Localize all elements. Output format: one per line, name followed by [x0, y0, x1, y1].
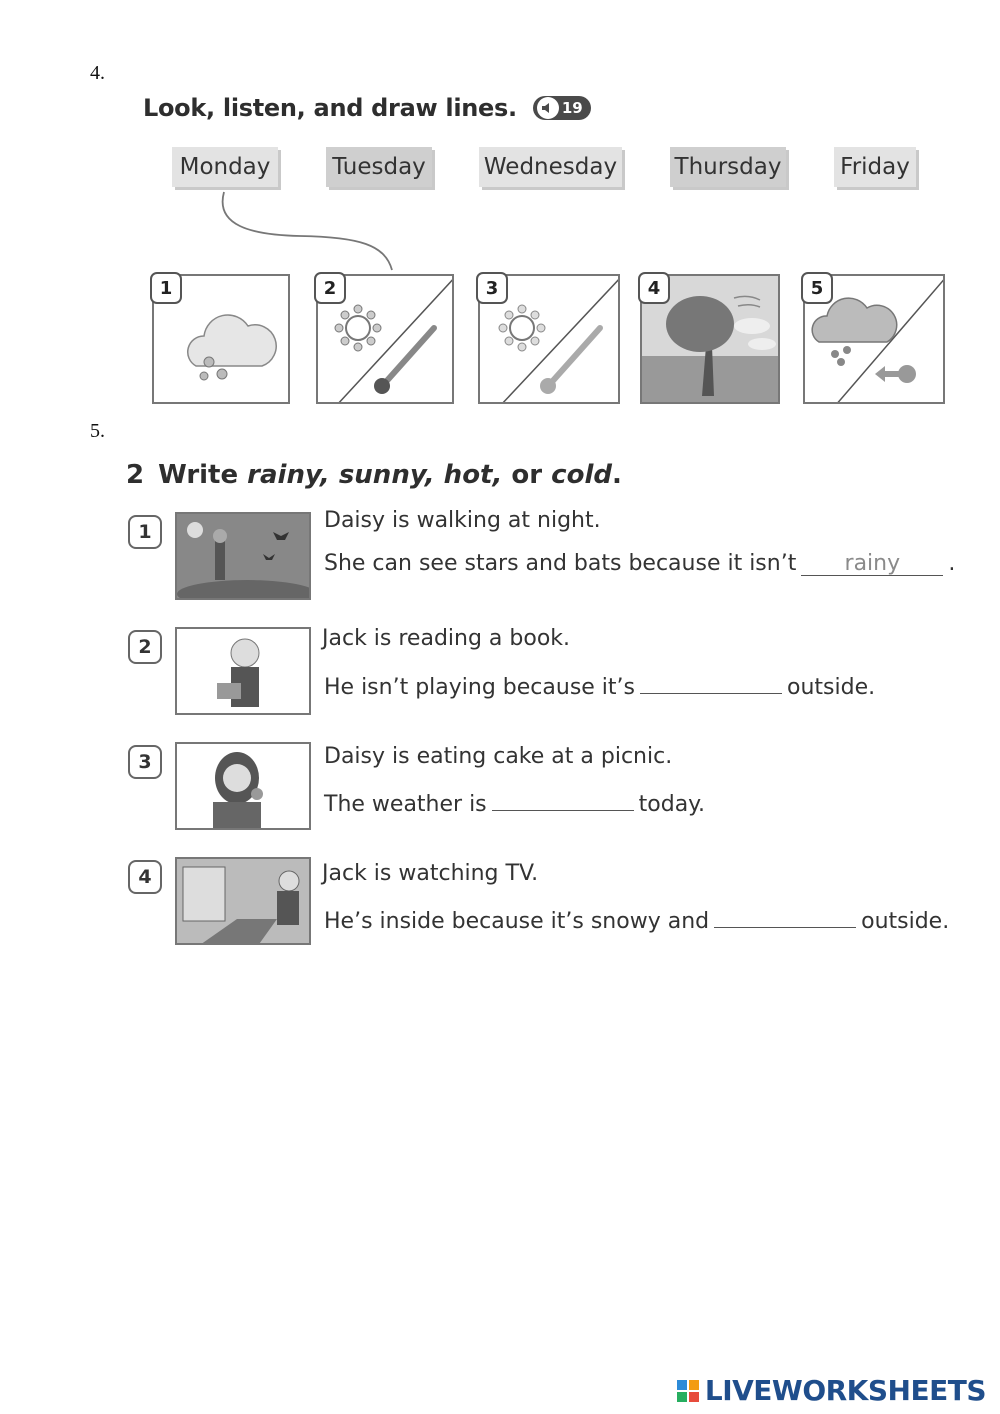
item-1-sentence-1: Daisy is walking at night.: [324, 508, 601, 533]
day-monday[interactable]: Monday: [172, 147, 278, 187]
example-connecting-line: [0, 0, 1000, 300]
logo-grid-icon: [677, 1380, 699, 1402]
picture-watching-tv: [175, 857, 311, 945]
card-number-3: 3: [476, 272, 508, 304]
exercise-title: [126, 460, 622, 490]
brand-name: LIVEWORKSHEETS: [704, 1374, 986, 1407]
audio-track-number: 19: [561, 99, 583, 117]
item-3-sentence-2: [324, 786, 705, 817]
title-last-word: cold: [551, 460, 612, 490]
day-friday[interactable]: Friday: [834, 147, 916, 187]
question-number-5: 5.: [90, 420, 105, 442]
picture-reading: [175, 627, 311, 715]
item-2-sentence-2: [324, 669, 875, 700]
item-4-answer-blank[interactable]: [714, 903, 856, 928]
picture-picnic: [175, 742, 311, 830]
card-number-2: 2: [314, 272, 346, 304]
item-number-4: 4: [128, 860, 162, 894]
title-prefix: Write: [158, 460, 248, 490]
item-3-text-before: The weather is: [324, 792, 487, 817]
item-3-sentence-1: Daisy is eating cake at a picnic.: [324, 744, 673, 769]
title-end: .: [611, 460, 622, 490]
item-4-sentence-2: [324, 903, 949, 934]
card-number-1: 1: [150, 272, 182, 304]
item-3-text-after: today.: [638, 792, 706, 817]
item-number-3: 3: [128, 745, 162, 779]
item-number-1: 1: [128, 515, 162, 549]
exercise-number: 2: [126, 460, 145, 490]
instruction-text: Look, listen, and draw lines.: [143, 94, 517, 122]
liveworksheets-logo: [677, 1374, 986, 1407]
question-number-4: 4.: [90, 62, 105, 84]
item-4-text-before: He’s inside because it’s snowy and: [324, 909, 710, 934]
item-2-answer-blank[interactable]: [640, 669, 782, 694]
item-2-text-before: He isn’t playing because it’s: [324, 675, 635, 700]
item-1-sentence-2: [324, 551, 955, 576]
item-2-sentence-1: Jack is reading a book.: [322, 626, 571, 651]
item-2-text-after: outside.: [787, 675, 876, 700]
day-wednesday[interactable]: Wednesday: [479, 147, 622, 187]
day-thursday[interactable]: Thursday: [670, 147, 786, 187]
item-4-sentence-1: Jack is watching TV.: [322, 861, 539, 886]
title-or: or: [502, 460, 552, 490]
item-1-answer-blank[interactable]: rainy: [801, 551, 943, 576]
day-tuesday[interactable]: Tuesday: [326, 147, 432, 187]
item-number-2: 2: [128, 630, 162, 664]
picture-night-walk: [175, 512, 311, 600]
card-number-5: 5: [801, 272, 833, 304]
item-4-text-after: outside.: [861, 909, 950, 934]
item-1-text-before: She can see stars and bats because it isn’t: [324, 551, 797, 576]
title-words: rainy, sunny, hot,: [247, 460, 503, 490]
item-1-text-after: .: [948, 551, 956, 576]
card-number-4: 4: [638, 272, 670, 304]
item-3-answer-blank[interactable]: [492, 786, 634, 811]
